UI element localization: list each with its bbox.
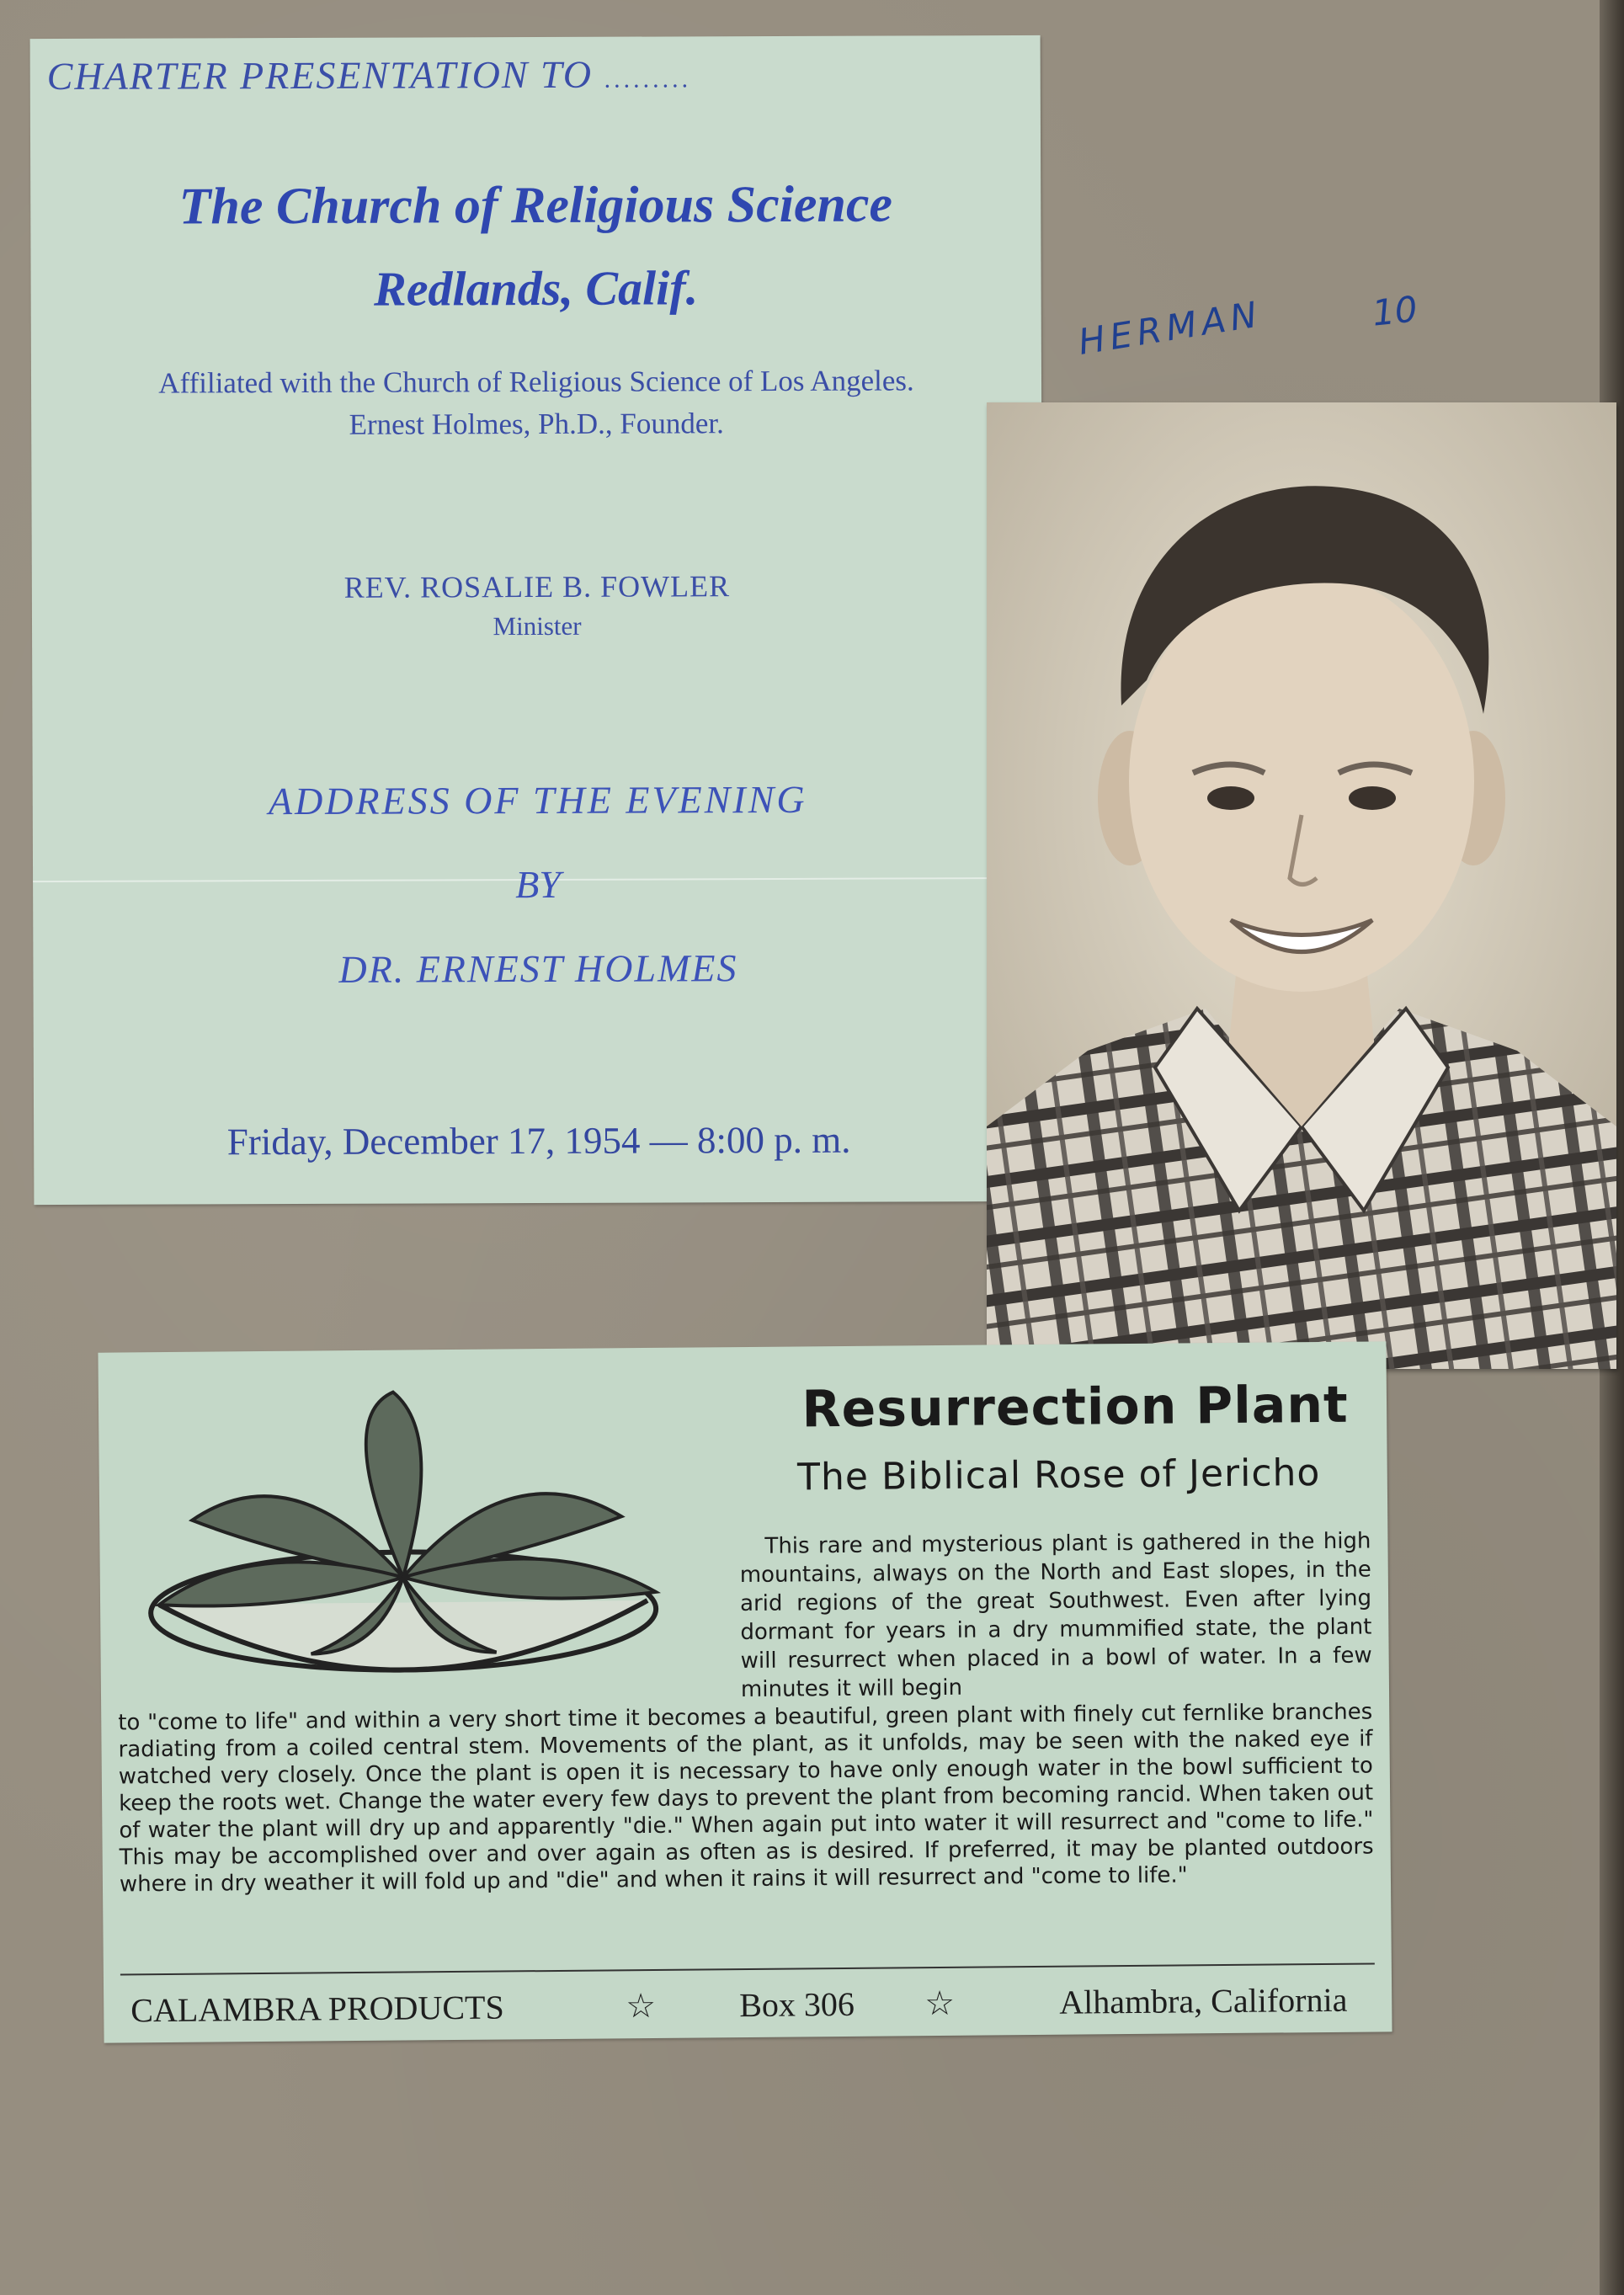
program-header-text: CHARTER PRESENTATION TO bbox=[46, 52, 594, 99]
clipping-title: Resurrection Plant bbox=[801, 1375, 1349, 1440]
speaker-name: DR. ERNEST HOLMES bbox=[338, 946, 738, 991]
footer-rule bbox=[120, 1962, 1375, 1975]
star-icon: ☆ bbox=[924, 1983, 956, 2023]
minister-title: Minister bbox=[493, 610, 582, 642]
event-date: Friday, December 17, 1954 — 8:00 p. m. bbox=[226, 1118, 851, 1163]
resurrection-plant-clipping bbox=[98, 1341, 1392, 2042]
company-location: Alhambra, California bbox=[1059, 1980, 1348, 2021]
address-heading: ADDRESS OF THE EVENING bbox=[268, 777, 807, 823]
star-icon: ☆ bbox=[626, 1986, 657, 2026]
plant-bowl-illustration bbox=[124, 1382, 682, 1707]
boy-portrait-photo bbox=[987, 402, 1616, 1369]
clipping-subtitle: The Biblical Rose of Jericho bbox=[796, 1451, 1321, 1499]
founder-line: Ernest Holmes, Ph.D., Founder. bbox=[349, 407, 724, 441]
box-number: Box 306 bbox=[739, 1984, 855, 2025]
charter-program-card bbox=[30, 35, 1045, 1205]
clipping-paragraph-top: This rare and mysterious plant is gathered in the high mountains, always on the North and East slopes, in the arid regions of the great Southwest. Even after lying dormant for years in a dry mummified state, the plant will resurrect when placed in a bowl of water. In a few minutes it will begin bbox=[739, 1528, 1372, 1703]
minister-name: REV. ROSALIE B. FOWLER bbox=[343, 569, 731, 604]
church-name: The Church of Religious Science bbox=[178, 175, 893, 236]
clipping-footer bbox=[120, 1974, 1375, 2036]
by-line: BY bbox=[515, 862, 562, 907]
portrait-illustration bbox=[987, 402, 1616, 1369]
handwritten-name: HERMAN bbox=[1075, 293, 1265, 363]
company-name: CALAMBRA PRODUCTS bbox=[130, 1988, 504, 2030]
affiliation-line: Affiliated with the Church of Religious Science of Los Angeles. bbox=[158, 364, 914, 400]
clipping-paragraph-bottom: to "come to life" and within a very short time it becomes a beautiful, green plant with finely cut fernlike branches radiating from a coiled central stem. Movements of the plant, as it unfolds, may be seen with the naked eye if watched very closely. Once the plant is open it is necessary to have only enough water in the bowl sufficient to keep the roots wet. Change the water every few days to prevent the plant from becoming rancid. When taken out of water the plant will dry up and apparently "die." When again put into water it will resurrect and "come to life." This may be accomplished over and over again as often as is desired. If preferred, it may be planted outdoors where in dry weather it will fold up and "die" and when it rains it will resurrect and "come to life." bbox=[118, 1699, 1374, 1898]
church-city: Redlands, Calif. bbox=[373, 260, 699, 317]
program-header bbox=[47, 51, 691, 99]
program-header-dots: ......... bbox=[604, 65, 692, 93]
handwritten-number: 10 bbox=[1370, 288, 1419, 334]
